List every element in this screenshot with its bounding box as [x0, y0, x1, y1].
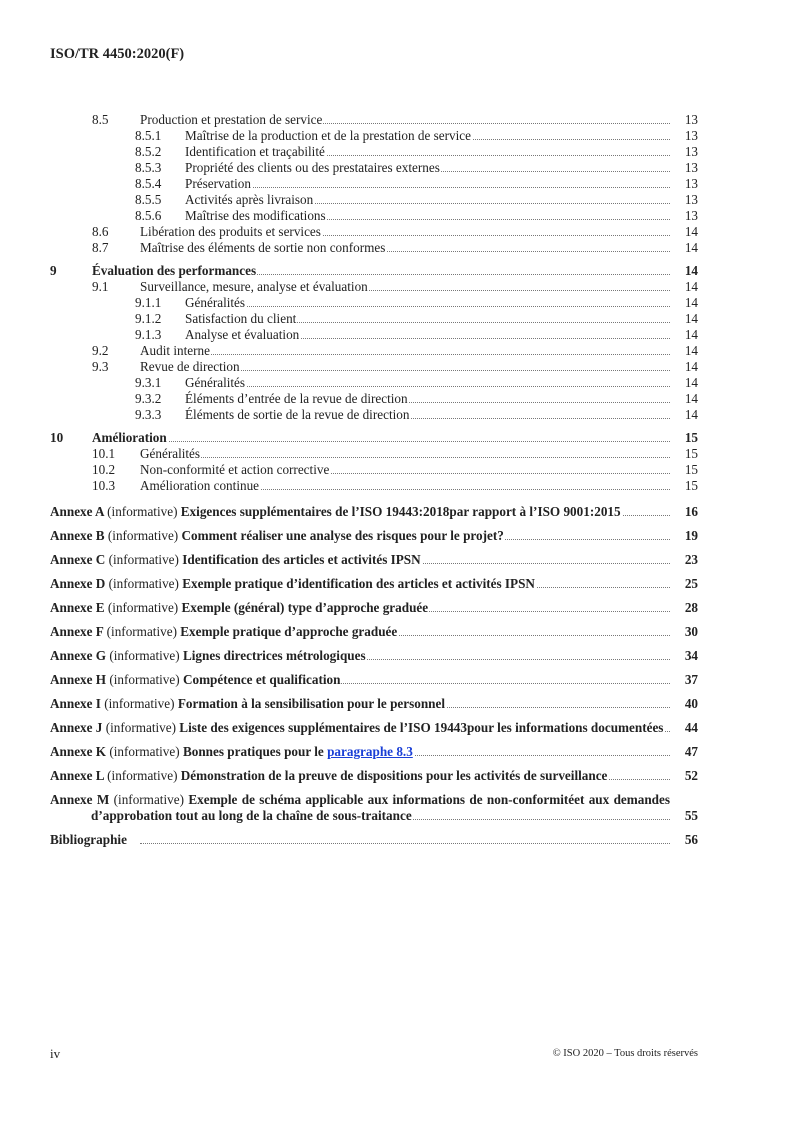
annex-entry[interactable]	[50, 792, 698, 824]
page-ref: 13	[684, 160, 698, 175]
section-number: 9.1.2	[135, 311, 162, 326]
entry-body	[50, 768, 670, 784]
page-ref: 28	[684, 600, 698, 615]
section-title[interactable]: Production et prestation de service	[140, 112, 323, 127]
page-ref: 23	[684, 552, 698, 567]
annex-label[interactable]: Annexe J	[50, 720, 103, 735]
section-number: 10.2	[92, 462, 116, 477]
annex-label[interactable]: Annexe G	[50, 648, 107, 663]
section-number: 8.5.1	[135, 128, 162, 143]
section-number: 9.3.2	[135, 391, 162, 406]
entry-body	[50, 600, 670, 616]
toc-entry[interactable]	[50, 112, 698, 128]
entry-body	[50, 504, 670, 520]
section-title[interactable]: Identification et traçabilité	[185, 144, 325, 159]
annex-entry[interactable]	[50, 600, 698, 616]
entry-body	[50, 224, 670, 240]
page-ref: 25	[684, 576, 698, 591]
annex-text	[50, 768, 608, 783]
annex-text	[50, 504, 622, 519]
annex-text	[50, 552, 422, 567]
annex-entry[interactable]	[50, 768, 698, 784]
section-number: 9.1.1	[135, 295, 162, 310]
section-number: 8.5.2	[135, 144, 162, 159]
annex-entry[interactable]	[50, 528, 698, 544]
annex-label[interactable]: Annexe I	[50, 696, 101, 711]
entry-body	[50, 430, 670, 446]
page-ref: 13	[684, 112, 698, 127]
page-ref: 14	[684, 407, 698, 422]
annex-type: (informative)	[108, 552, 179, 567]
section-number: 10.3	[92, 478, 116, 493]
annex-type: (informative)	[104, 696, 175, 711]
toc-entry[interactable]	[50, 359, 698, 375]
entry-body	[50, 462, 670, 478]
section-number: 9.2	[92, 343, 109, 358]
annex-entry[interactable]	[50, 744, 698, 760]
page-ref: 14	[684, 311, 698, 326]
toc-entry[interactable]	[50, 279, 698, 295]
section-title[interactable]: Évaluation des performances	[92, 263, 257, 278]
section-number: 8.5.5	[135, 192, 162, 207]
entry-body	[50, 144, 670, 160]
entry-body	[50, 648, 670, 664]
annex-entry[interactable]	[50, 672, 698, 688]
section-number: 9	[50, 263, 57, 278]
section-title[interactable]: Préservation	[185, 176, 251, 191]
toc-entry[interactable]	[50, 224, 698, 240]
section-title[interactable]: Surveillance, mesure, analyse et évaluation	[140, 279, 368, 294]
page-ref: 19	[684, 528, 698, 543]
entry-body	[50, 391, 670, 407]
annex-title[interactable]: Démonstration de la preuve de dispositions pour les activités de surveillance	[180, 768, 608, 783]
page-ref: 40	[684, 696, 698, 711]
entry-body	[50, 176, 670, 192]
toc-entry[interactable]	[50, 144, 698, 160]
annex-entry[interactable]	[50, 832, 698, 848]
section-title[interactable]: Amélioration continue	[140, 478, 260, 493]
entry-body	[50, 311, 670, 327]
page-ref: 14	[684, 375, 698, 390]
entry-body	[50, 359, 670, 375]
entry-body	[50, 240, 670, 256]
annex-title[interactable]: Formation à la sensibilisation pour le personnel	[177, 696, 446, 711]
toc-entry[interactable]	[50, 192, 698, 208]
annex-title[interactable]: Liste des exigences supplémentaires de l’ISO 19443pour les informations documentées	[179, 720, 664, 735]
annex-label[interactable]: Annexe F	[50, 624, 104, 639]
section-number: 8.6	[92, 224, 109, 239]
annex-label[interactable]: Annexe L	[50, 768, 104, 783]
annex-entry[interactable]	[50, 696, 698, 712]
document-id: ISO/TR 4450:2020(F)	[50, 46, 185, 62]
toc-entry[interactable]	[50, 430, 698, 446]
annex-type: (informative)	[107, 600, 179, 615]
toc-entry[interactable]	[50, 478, 698, 494]
entry-body	[50, 576, 670, 592]
section-number: 10.1	[92, 446, 116, 461]
page-ref: 15	[684, 430, 698, 445]
entry-body	[50, 696, 670, 712]
section-title[interactable]: Amélioration	[92, 430, 167, 445]
entry-body	[50, 128, 670, 144]
page-ref: 15	[684, 478, 698, 493]
section-title[interactable]: Satisfaction du client	[185, 311, 297, 326]
annex-text	[50, 720, 664, 735]
toc-entry[interactable]	[50, 160, 698, 176]
section-title[interactable]: Audit interne	[140, 343, 210, 358]
annex-type: (informative)	[107, 504, 178, 519]
entry-body	[50, 208, 670, 224]
page-ref: 15	[684, 446, 698, 461]
section-number: 8.5.4	[135, 176, 162, 191]
annex-title[interactable]: Comment réaliser une analyse des risques pour le projet?	[181, 528, 504, 543]
entry-body	[50, 407, 670, 423]
entry-body	[50, 720, 670, 736]
annex-type: (informative)	[105, 720, 176, 735]
section-title[interactable]: Généralités	[185, 295, 246, 310]
page-ref: 14	[684, 224, 698, 239]
toc-entry[interactable]	[50, 407, 698, 423]
entry-body	[50, 279, 670, 295]
annex-entry[interactable]	[50, 576, 698, 592]
toc-entry[interactable]	[50, 176, 698, 192]
page-ref: 14	[684, 263, 698, 278]
section-title[interactable]: Éléments d’entrée de la revue de direction	[185, 391, 408, 406]
section-number: 9.1	[92, 279, 109, 294]
page-ref: 14	[684, 295, 698, 310]
entry-body	[50, 112, 670, 128]
section-title[interactable]: Maîtrise de la production et de la prestation de service	[185, 128, 471, 143]
section-title[interactable]: Revue de direction	[140, 359, 240, 374]
entry-body	[50, 192, 670, 208]
annex-text	[50, 672, 341, 687]
page-ref: 14	[684, 343, 698, 358]
toc-entry[interactable]	[50, 375, 698, 391]
entry-body	[50, 343, 670, 359]
page-ref: 37	[684, 672, 698, 687]
page-ref: 34	[684, 648, 698, 663]
annex-entry[interactable]	[50, 720, 698, 736]
section-title[interactable]: Activités après livraison	[185, 192, 314, 207]
entry-body	[50, 327, 670, 343]
section-number: 10	[50, 430, 64, 445]
entry-body	[50, 624, 670, 640]
section-number: 9.3.1	[135, 375, 162, 390]
entry-body	[50, 263, 670, 279]
section-title[interactable]: Libération des produits et services	[140, 224, 321, 239]
page-ref: 55	[684, 808, 698, 823]
annex-text	[50, 696, 446, 711]
annex-entry[interactable]	[50, 504, 698, 520]
annex-label[interactable]: Annexe B	[50, 528, 105, 543]
annex-entry[interactable]	[50, 648, 698, 664]
page-ref: 14	[684, 240, 698, 255]
annex-label[interactable]: Annexe K	[50, 744, 107, 759]
entry-body	[50, 478, 670, 494]
entry-body	[50, 552, 670, 568]
page-ref: 14	[684, 359, 698, 374]
page-ref: 44	[684, 720, 698, 735]
section-number: 8.5.6	[135, 208, 162, 223]
toc-entry[interactable]	[50, 311, 698, 327]
annex-type: (informative)	[106, 624, 177, 639]
annex-label[interactable]: Annexe C	[50, 552, 106, 567]
annex-type: (informative)	[109, 672, 180, 687]
toc-entry[interactable]	[50, 295, 698, 311]
toc-entry[interactable]	[50, 343, 698, 359]
page-ref: 13	[684, 176, 698, 191]
section-title[interactable]: Généralités	[185, 375, 246, 390]
page-number: iv	[50, 1046, 61, 1061]
annex-text	[50, 648, 367, 663]
page-ref: 14	[684, 391, 698, 406]
annex-text	[50, 528, 505, 543]
annex-title[interactable]: Exemple (général) type d’approche graduée	[181, 600, 429, 615]
annex-text	[50, 600, 429, 615]
section-title[interactable]: Propriété des clients ou des prestataires externes	[185, 160, 440, 175]
entry-body	[50, 375, 670, 391]
section-number: 9.3	[92, 359, 109, 374]
annex-type: (informative)	[107, 528, 179, 543]
page-ref: 52	[684, 768, 698, 783]
annex-text	[50, 832, 128, 847]
annex-label[interactable]: Annexe M	[50, 792, 110, 807]
page-ref: 13	[684, 128, 698, 143]
entry-body	[50, 528, 670, 544]
page-ref: 13	[684, 208, 698, 223]
entry-body	[50, 160, 670, 176]
annex-text	[50, 624, 398, 639]
copyright: © ISO 2020 – Tous droits réservés	[552, 1048, 698, 1059]
annex-entry[interactable]	[50, 624, 698, 640]
entry-body	[50, 792, 670, 824]
annex-title[interactable]: Bonnes pratiques pour le	[182, 744, 324, 759]
annex-title[interactable]: Identification des articles et activités IPSN	[182, 552, 421, 567]
page-ref: 15	[684, 462, 698, 477]
annex-type: (informative)	[109, 744, 180, 759]
page-ref: 14	[684, 279, 698, 294]
annex-entry[interactable]	[50, 552, 698, 568]
annex-label[interactable]: Annexe A	[50, 504, 104, 519]
toc-entry[interactable]	[50, 240, 698, 256]
section-number: 8.5	[92, 112, 109, 127]
annex-label[interactable]: Bibliographie	[50, 832, 127, 847]
section-title[interactable]: Non-conformité et action corrective	[140, 462, 330, 477]
table-of-contents	[50, 112, 698, 848]
toc-entry[interactable]	[50, 208, 698, 224]
toc-entry[interactable]	[50, 446, 698, 462]
section-number: 9.3.3	[135, 407, 162, 422]
section-title[interactable]: Généralités	[140, 446, 201, 461]
page-ref: 56	[684, 832, 698, 847]
page-ref: 16	[684, 504, 698, 519]
annex-type: (informative)	[108, 576, 179, 591]
section-number: 8.5.3	[135, 160, 162, 175]
page-ref: 14	[684, 327, 698, 342]
annex-text	[50, 792, 670, 823]
annex-title[interactable]: Exemple pratique d’identification des articles et activités IPSN	[182, 576, 535, 591]
annex-type: (informative)	[107, 768, 178, 783]
toc-entry[interactable]	[50, 327, 698, 343]
toc-entry[interactable]	[50, 391, 698, 407]
section-number: 8.7	[92, 240, 109, 255]
entry-body	[50, 672, 670, 688]
entry-body	[50, 832, 670, 848]
annex-label[interactable]: Annexe H	[50, 672, 107, 687]
section-title[interactable]: Maîtrise des éléments de sortie non conformes	[140, 240, 386, 255]
annex-title[interactable]: Compétence et qualification	[182, 672, 341, 687]
page-ref: 13	[684, 144, 698, 159]
annex-text	[50, 744, 414, 759]
entry-body	[50, 744, 670, 760]
annex-title[interactable]: Exemple de schéma applicable aux informations de non-conformitéet aux demandes d’approbation tout au long de la chaîne de sous-traitance	[91, 792, 670, 823]
section-title[interactable]: Analyse et évaluation	[185, 327, 300, 342]
section-title[interactable]: Éléments de sortie de la revue de direction	[185, 407, 410, 422]
annex-title[interactable]: Exemple pratique d’approche graduée	[180, 624, 398, 639]
toc-entry[interactable]	[50, 462, 698, 478]
annex-label[interactable]: Annexe D	[50, 576, 106, 591]
page-ref: 13	[684, 192, 698, 207]
toc-entry[interactable]	[50, 263, 698, 279]
entry-body	[50, 295, 670, 311]
entry-body	[50, 446, 670, 462]
annex-type: (informative)	[113, 792, 184, 807]
annex-title[interactable]: Exigences supplémentaires de l’ISO 19443:2018par rapport à l’ISO 9001:2015	[180, 504, 621, 519]
annex-type: (informative)	[109, 648, 180, 663]
annex-text	[50, 576, 536, 591]
section-number: 9.1.3	[135, 327, 162, 342]
page-ref: 30	[684, 624, 698, 639]
toc-entry[interactable]	[50, 128, 698, 144]
paragraph-link[interactable]: paragraphe 8.3	[327, 744, 413, 759]
page-ref: 47	[684, 744, 698, 759]
section-title[interactable]: Maîtrise des modifications	[185, 208, 326, 223]
annex-title[interactable]: Lignes directrices métrologiques	[182, 648, 366, 663]
annex-label[interactable]: Annexe E	[50, 600, 105, 615]
